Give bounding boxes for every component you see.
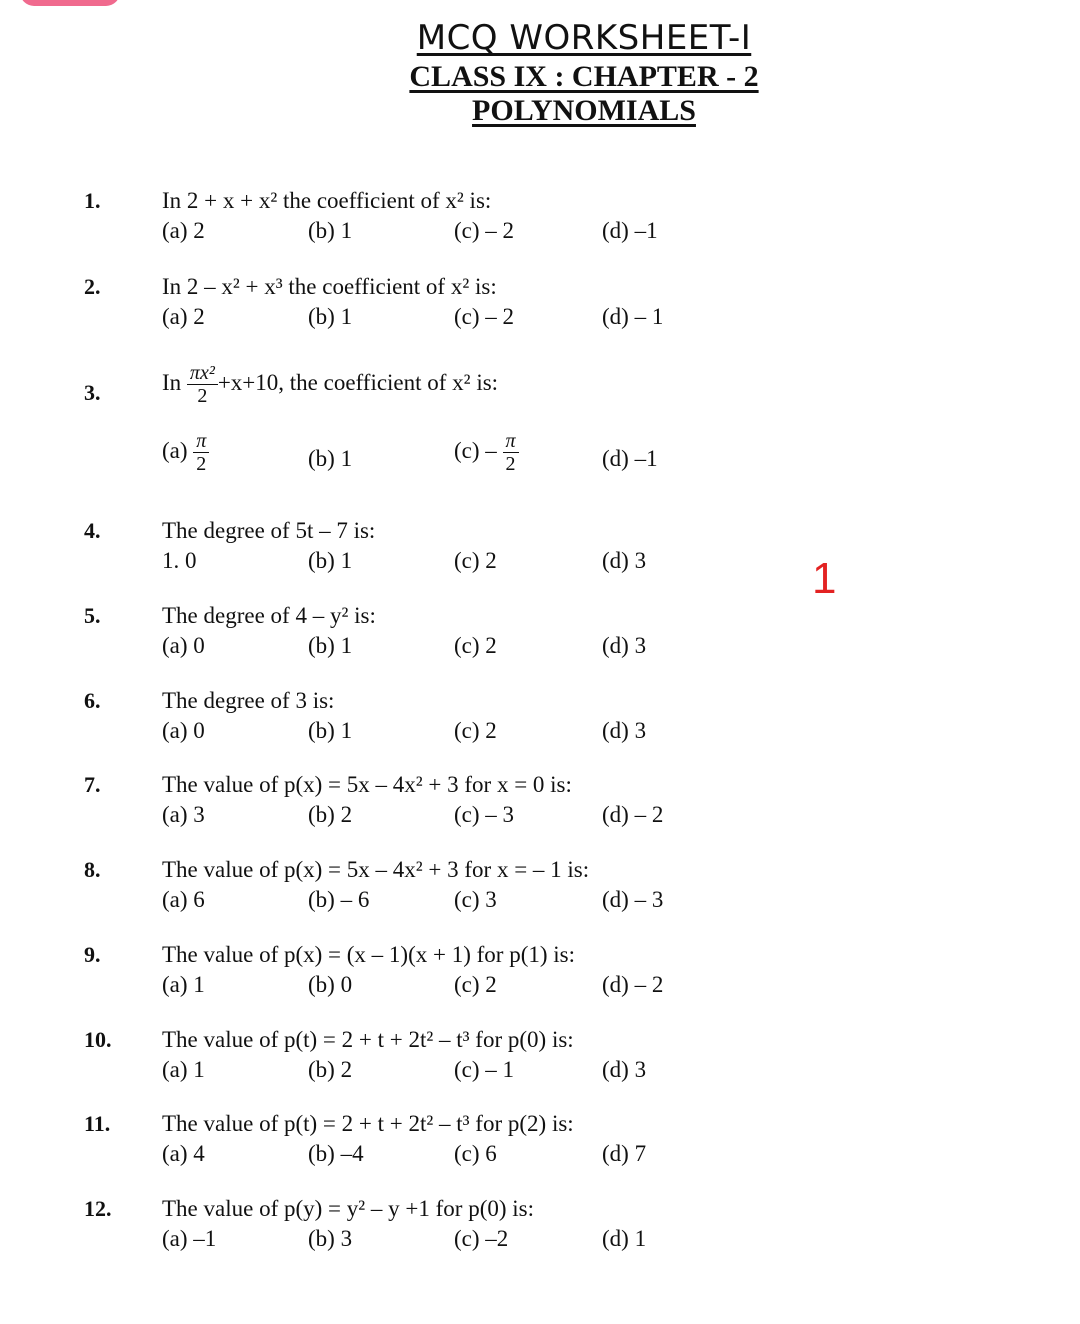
question-number: 4. — [84, 518, 101, 543]
option-b[interactable]: (b) 1 — [308, 548, 353, 573]
option-b[interactable]: (b) 1 — [308, 446, 353, 471]
option-a[interactable]: (a) 1 — [162, 1057, 205, 1082]
question-number: 8. — [84, 857, 101, 882]
option-b[interactable]: (b) 1 — [308, 218, 353, 243]
option-a[interactable]: 1. 0 — [162, 548, 197, 573]
option-c[interactable]: (c) 2 — [454, 548, 497, 573]
question-text: In $\frac{\text{πx²}}{2}$ +x+10, the coefficient of x² is: — [162, 362, 499, 407]
fraction: $\frac{\pi}{2}$ — [503, 430, 519, 475]
question-text: In 2 – x² + x³ the coefficient of x² is: — [162, 274, 497, 299]
worksheet-title: MCQ WORKSHEET-I — [416, 18, 752, 58]
option-d[interactable]: (d) 3 — [602, 633, 647, 658]
option-c[interactable]: (c) – 2 — [454, 304, 515, 329]
option-d[interactable]: (d) – 3 — [602, 887, 664, 912]
question-text: The value of p(t) = 2 + t + 2t² – t³ for p(0) is: — [162, 1027, 574, 1052]
option-b[interactable]: (b) –4 — [308, 1141, 364, 1166]
class-chapter-heading: CLASS IX : CHAPTER - 2 — [409, 60, 759, 93]
option-d[interactable]: (d) –1 — [602, 446, 658, 471]
option-b[interactable]: (b) 2 — [308, 1057, 353, 1082]
question-text: The degree of 4 – y² is: — [162, 603, 376, 628]
option-a[interactable]: (a) 6 — [162, 887, 205, 912]
option-b[interactable]: (b) 1 — [308, 633, 353, 658]
question-text: The value of p(x) = 5x – 4x² + 3 for x = 0 is: — [162, 772, 572, 797]
option-a[interactable]: (a) 0 — [162, 633, 205, 658]
option-b[interactable]: (b) 1 — [308, 304, 353, 329]
question-number: 5. — [84, 603, 101, 628]
option-d[interactable]: (d) 3 — [602, 548, 647, 573]
question-text: The value of p(y) = y² – y +1 for p(0) is: — [162, 1196, 534, 1221]
question-text: The value of p(t) = 2 + t + 2t² – t³ for p(2) is: — [162, 1111, 574, 1136]
question-number: 1. — [84, 188, 101, 213]
question-text: In 2 + x + x² the coefficient of x² is: — [162, 188, 492, 213]
option-a[interactable]: (a) 4 — [162, 1141, 205, 1166]
question-number: 2. — [84, 274, 101, 299]
option-a[interactable]: (a) 1 — [162, 972, 205, 997]
option-d[interactable]: (d) – 2 — [602, 972, 664, 997]
question-text: The degree of 5t – 7 is: — [162, 518, 376, 543]
option-a[interactable]: (a) 2 — [162, 304, 205, 329]
option-c[interactable]: (c) 2 — [454, 718, 497, 743]
option-c[interactable]: (c) 6 — [454, 1141, 497, 1166]
option-b[interactable]: (b) – 6 — [308, 887, 370, 912]
option-d[interactable]: (d) – 1 — [602, 304, 664, 329]
option-b[interactable]: (b) 3 — [308, 1226, 353, 1251]
question-number: 12. — [84, 1196, 112, 1221]
question-text: The value of p(x) = (x – 1)(x + 1) for p(1) is: — [162, 942, 575, 967]
option-a[interactable]: (a) –1 — [162, 1226, 217, 1251]
topic-heading: POLYNOMIALS — [472, 94, 696, 127]
option-d[interactable]: (d) – 2 — [602, 802, 664, 827]
question-number: 11. — [84, 1111, 111, 1136]
option-a[interactable]: (a) $\frac{\pi}{2}$ — [162, 430, 209, 475]
option-b[interactable]: (b) 2 — [308, 802, 353, 827]
option-b[interactable]: (b) 0 — [308, 972, 353, 997]
option-a[interactable]: (a) 2 — [162, 218, 205, 243]
option-d[interactable]: (d) –1 — [602, 218, 658, 243]
option-c[interactable]: (c) – 2 — [454, 218, 515, 243]
option-c[interactable]: (c) – 3 — [454, 802, 515, 827]
option-c[interactable]: (c) –2 — [454, 1226, 509, 1251]
option-a[interactable]: (a) 3 — [162, 802, 205, 827]
option-b[interactable]: (b) 1 — [308, 718, 353, 743]
fraction: $\frac{\pi}{2}$ — [193, 430, 209, 475]
option-d[interactable]: (d) 1 — [602, 1226, 647, 1251]
question-number: 6. — [84, 688, 101, 713]
fraction: $\frac{\text{πx²}}{2}$ — [187, 362, 218, 407]
question-number: 10. — [84, 1027, 112, 1052]
question-number: 3. — [84, 380, 101, 405]
question-number: 9. — [84, 942, 101, 967]
option-d[interactable]: (d) 7 — [602, 1141, 647, 1166]
option-d[interactable]: (d) 3 — [602, 1057, 647, 1082]
option-c[interactable]: (c) 3 — [454, 887, 497, 912]
option-c[interactable]: (c) 2 — [454, 972, 497, 997]
option-d[interactable]: (d) 3 — [602, 718, 647, 743]
question-text: The value of p(x) = 5x – 4x² + 3 for x = – 1 is: — [162, 857, 590, 882]
question-number: 7. — [84, 772, 101, 797]
option-c[interactable]: (c) – 1 — [454, 1057, 515, 1082]
question-text: The degree of 3 is: — [162, 688, 335, 713]
option-a[interactable]: (a) 0 — [162, 718, 205, 743]
pink-tab-decoration — [20, 0, 120, 6]
page-number: 1 — [812, 554, 837, 603]
option-c[interactable]: (c) – $\frac{\pi}{2}$ — [454, 430, 519, 475]
option-c[interactable]: (c) 2 — [454, 633, 497, 658]
